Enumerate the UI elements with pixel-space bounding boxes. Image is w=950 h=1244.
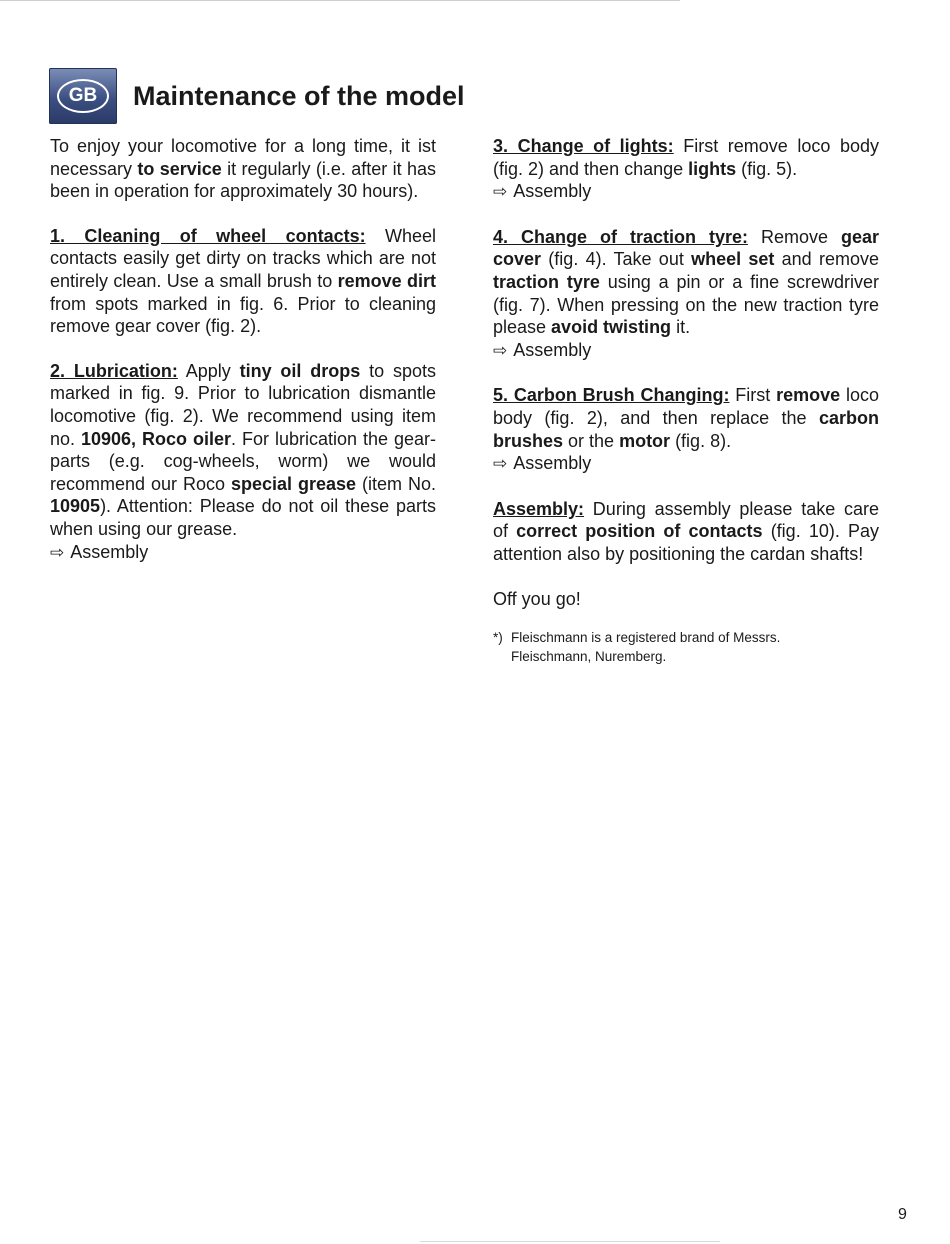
page-title: Maintenance of the model <box>133 80 465 111</box>
lights-paragraph: 3. Change of lights: First remove loco body (fig. 2) and then change lights (fig. 5). ⇨ Assembly <box>493 135 879 204</box>
cleaning-heading: 1. Cleaning of wheel contacts: <box>50 225 366 246</box>
arrow-right-icon: ⇨ <box>50 542 65 562</box>
section-header <box>49 68 465 124</box>
arrow-right-icon: ⇨ <box>493 454 508 474</box>
carbon-heading: 5. Carbon Brush Changing: <box>493 385 730 406</box>
tyre-paragraph: 4. Change of traction tyre: Remove gear cover (fig. 4). Take out wheel set and remove traction tyre using a pin or a fine screwdriver (fig. 7). When pressing on the new traction tyre please avoid twisting it. ⇨ Assembly <box>493 226 879 363</box>
footnote-line-1: Fleischmann is a registered brand of Messrs. <box>511 630 781 646</box>
assembly-paragraph: Assembly: During assembly please take care of correct position of contacts (fig. 10). Pay attention also by positioning the cardan shafts! <box>493 498 879 564</box>
left-column <box>50 135 436 586</box>
gb-flag-icon <box>49 68 117 124</box>
footnote-mark: *) <box>493 630 503 646</box>
cleaning-paragraph: 1. Cleaning of wheel contacts: Wheel contacts easily get dirty on tracks which are not entirely clean. Use a small brush to remove dirt from spots marked in fig. 6. Prior to cleaning remove gear cover (fig. 2). <box>50 225 436 337</box>
page-number: 9 <box>898 1206 907 1223</box>
assembly-reference: Assembly <box>513 339 592 360</box>
gb-country-code: GB <box>57 79 109 113</box>
footnote <box>493 628 879 666</box>
top-scan-line <box>0 0 680 1</box>
tyre-heading: 4. Change of traction tyre: <box>493 226 748 247</box>
arrow-right-icon: ⇨ <box>493 182 508 202</box>
lubrication-paragraph: 2. Lubrication: Apply tiny oil drops to spots marked in fig. 9. Prior to lubrication dismantle locomotive (fig. 2). We recommend using item no. 10906, Roco oiler. For lubrication the gear-parts (e.g. cog-wheels, worm) we would recommend our Roco special grease (item No. 10905). Attention: Please do not oil these parts when using our grease. ⇨ Assembly <box>50 360 436 564</box>
lights-heading: 3. Change of lights: <box>493 136 674 156</box>
carbon-paragraph: 5. Carbon Brush Changing: First remove loco body (fig. 2), and then replace the carbon brushes or the motor (fig. 8). ⇨ Assembly <box>493 384 879 475</box>
closing-text: Off you go! <box>493 588 581 609</box>
footnote-line-2: Fleischmann, Nuremberg. <box>511 649 667 665</box>
arrow-right-icon: ⇨ <box>493 340 508 360</box>
assembly-reference: Assembly <box>513 453 592 474</box>
assembly-reference: Assembly <box>70 541 149 562</box>
lubrication-heading: 2. Lubrication: <box>50 360 178 381</box>
assembly-heading: Assembly: <box>493 498 585 519</box>
assembly-reference: Assembly <box>513 181 592 202</box>
bottom-scan-line <box>420 1241 720 1242</box>
right-column <box>493 135 879 666</box>
intro-paragraph: To enjoy your locomotive for a long time, it ist necessary to service it regularly (i.e. after it has been in operation for approximately 30 hours). <box>50 136 436 202</box>
